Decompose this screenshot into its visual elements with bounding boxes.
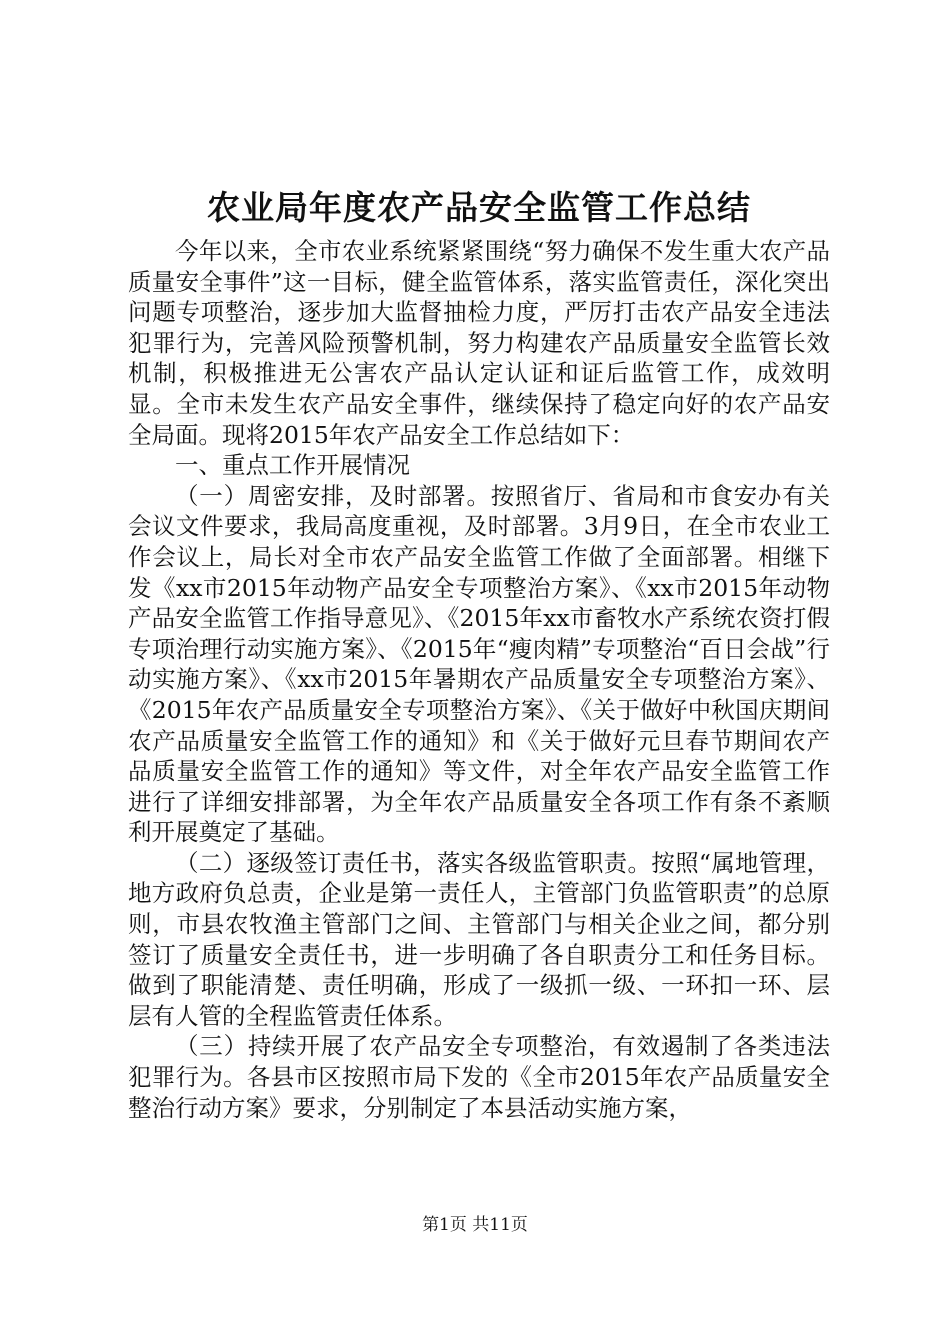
paragraph-intro: 今年以来，全市农业系统紧紧围绕“努力确保不发生重大农产品质量安全事件”这一目标，健全监管体系，落实监管责任，深化突出问题专项整治，逐步加大监督抽检力度，严厉打击农产品安全违法犯罪行为，完善风险预警机制，努力构建农产品质量安全监管长效机制，积极推进无公害农产品认定认证和证后监管工作，成效明显。全市未发生农产品安全事件，继续保持了稳定向好的农产品安全局面。现将2015年农产品安全工作总结如下：	[128, 237, 830, 449]
document-title: 农业局年度农产品安全监管工作总结	[207, 188, 751, 227]
page-number: 第1页 共11页	[422, 1215, 528, 1235]
paragraph-item-1: （一）周密安排，及时部署。按照省厅、省局和市食安办有关会议文件要求，我局高度重视，及时部署。3月9日，在全市农业工作会议上，局长对全市农产品安全监管工作做了全面部署。相继下发《xx市2015年动物产品安全专项整治方案》、《xx市2015年动物产品安全监管工作指导意见》、《2015年xx市畜牧水产系统农资打假专项治理行动实施方案》、《2015年“瘦肉精”专项整治“百日会战”行动实施方案》、《xx市2015年暑期农产品质量安全专项整治方案》、《2015年农产品质量安全专项整治方案》、《关于做好中秋国庆期间农产品质量安全监管工作的通知》和《关于做好元旦春节期间农产品质量安全监管工作的通知》等文件，对全年农产品安全监管工作进行了详细安排部署，为全年农产品质量安全各项工作有条不紊顺利开展奠定了基础。	[128, 481, 830, 847]
paragraph-item-3: （三）持续开展了农产品安全专项整治，有效遏制了各类违法犯罪行为。各县市区按照市局下发的《全市2015年农产品质量安全整治行动方案》要求，分别制定了本县活动实施方案，	[128, 1032, 830, 1122]
document-body	[128, 186, 830, 1123]
section-heading: 一、重点工作开展情况	[175, 451, 410, 480]
paragraph-item-2: （二）逐级签订责任书，落实各级监管职责。按照“属地管理，地方政府负总责，企业是第一责任人，主管部门负监管职责”的总原则，市县农牧渔主管部门之间、主管部门与相关企业之间，都分别签订了质量安全责任书，进一步明确了各自职责分工和任务目标。做到了职能清楚、责任明确，形成了一级抓一级、一环扣一环、层层有人管的全程监管责任体系。	[128, 848, 830, 1030]
